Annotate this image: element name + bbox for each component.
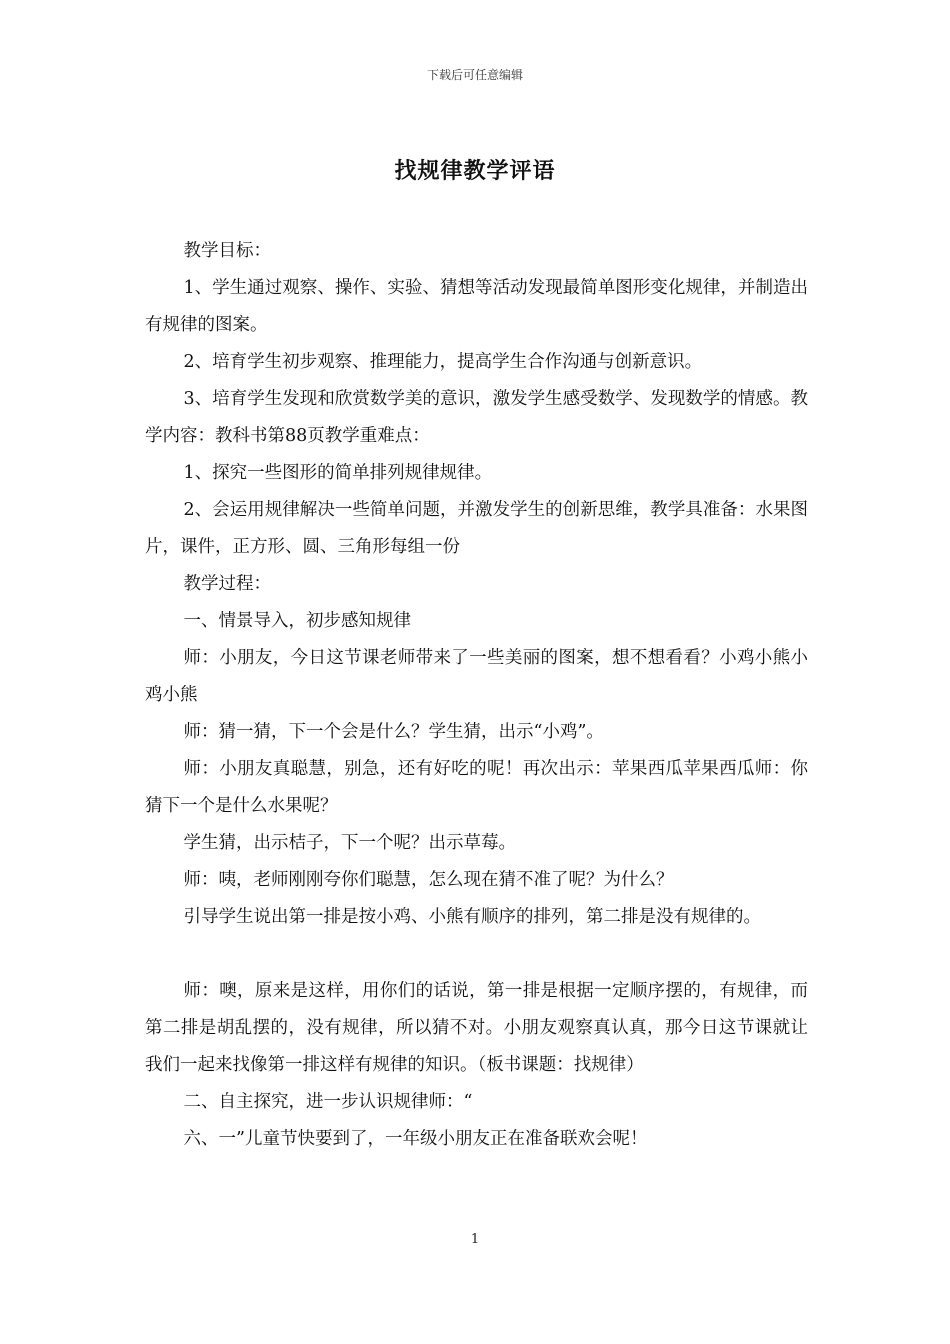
paragraph-student-guess: 学生猜，出示桔子，下一个呢？出示草莓。 (183, 833, 516, 853)
paragraph-teacher-2: 师：猜一猜，下一个会是什么？学生猜，出示“小鸡”。 (183, 722, 604, 742)
document-body (145, 233, 808, 1158)
paragraph-keypoint-1: 1、探究一些图形的简单排列规律规律。 (183, 463, 493, 483)
header-note: 下载后可任意编辑 (426, 68, 523, 82)
document-title: 找规律教学评语 (394, 158, 556, 184)
paragraph-teacher-5: 师：噢，原来是这样，用你们的话说，第一排是根据一定顺序摆的，有规律，而第二排是胡乱摆的，没有规律，所以猜不对。小朋友观察真认真，那今日这节课就让我们一起来找像第一排这样有规律的知识。（板书课题：找规律） (145, 981, 808, 1075)
paragraph-teacher-4: 师：咦，老师刚刚夸你们聪慧，怎么现在猜不准了呢？为什么？ (183, 870, 674, 890)
paragraph-teacher-3: 师：小朋友真聪慧，别急，还有好吃的呢！再次出示：苹果西瓜苹果西瓜师：你猜下一个是什么水果呢？ (145, 759, 808, 816)
paragraph-keypoint-2: 2、会运用规律解决一些简单问题，并激发学生的创新思维，教学具准备：水果图片，课件，正方形、圆、三角形每组一份 (145, 500, 808, 557)
paragraph-childrens-day: 六、一”儿童节快要到了，一年级小朋友正在准备联欢会呢！ (183, 1129, 648, 1149)
paragraph-section-2-heading: 二、自主探究，进一步认识规律师：“ (183, 1092, 473, 1112)
paragraph-guidance: 引导学生说出第一排是按小鸡、小熊有顺序的排列，第二排是没有规律的。 (183, 907, 761, 927)
page-number: 1 (470, 1232, 480, 1247)
paragraph-objectives-heading: 教学目标： (183, 241, 271, 261)
paragraph-objective-2: 2、培育学生初步观察、推理能力，提高学生合作沟通与创新意识。 (183, 352, 703, 372)
paragraph-section-1-heading: 一、情景导入，初步感知规律 (183, 611, 411, 631)
paragraph-process-heading: 教学过程： (183, 574, 271, 594)
paragraph-objective-3: 3、培育学生发现和欣赏数学美的意识，激发学生感受数学、发现数学的情感。教学内容：教科书第88页教学重难点： (145, 389, 808, 446)
paragraph-teacher-1: 师：小朋友，今日这节课老师带来了一些美丽的图案，想不想看看？小鸡小熊小鸡小熊 (145, 648, 808, 705)
paragraph-objective-1: 1、学生通过观察、操作、实验、猜想等活动发现最简单图形变化规律，并制造出有规律的图案。 (145, 278, 808, 335)
